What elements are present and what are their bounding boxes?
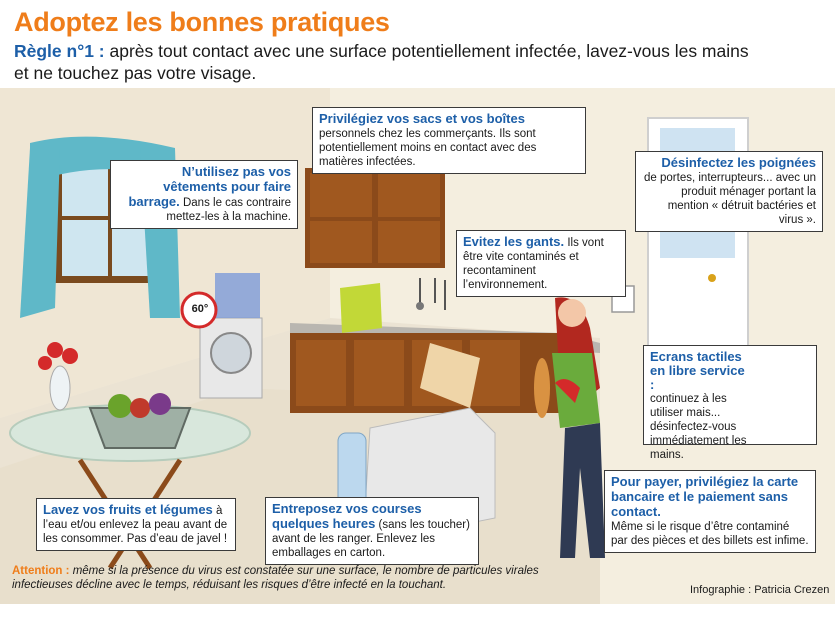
callout-sacs-body: personnels chez les commerçants. Ils sont potentiellement moins en contact avec des matières infectées.: [319, 128, 537, 168]
callout-poignees-body: de portes, interrupteurs... avec un produit ménager portant la mention « détruit bactéries et virus ».: [644, 172, 816, 226]
callout-courses-body: (sans les toucher) avant de les ranger. Enlevez les emballages en carton.: [272, 519, 470, 559]
callout-poignees-title: Désinfectez les poignées: [661, 155, 816, 170]
callout-sacs-title: Privilégiez vos sacs et vos boîtes: [319, 111, 525, 126]
footnote-label: Attention :: [12, 565, 70, 577]
callout-vetements-body: Dans le cas contraire mettez-les à la machine.: [166, 197, 291, 223]
callout-gants-body: Ils vont être vite contaminés et recontaminent l’environnement.: [463, 237, 604, 291]
callout-payer-body: Même si le risque d’être contaminé par des pièces et des billets est infime.: [611, 521, 809, 547]
washing-60-label: [186, 300, 214, 316]
credit: Infographie : Patricia Crezen: [690, 584, 830, 596]
callout-gants: [456, 230, 626, 297]
callout-ecrans: [643, 345, 817, 461]
washing-60-text: 60°: [191, 303, 209, 315]
callout-vetements-title: N’utilisez pas vos vêtements pour faire barrage.: [128, 164, 291, 209]
callout-vetements: [110, 160, 298, 229]
callout-fruits-title: Lavez vos fruits et légumes: [43, 502, 213, 517]
callout-gants-title: Evitez les gants.: [463, 234, 565, 249]
rule-text: après tout contact avec une surface potentiellement infectée, lavez-vous les mains: [109, 41, 749, 61]
callout-fruits-body: à l’eau et/ou enlevez la peau avant de les consommer. Pas d’eau de javel !: [43, 505, 228, 545]
callout-poignees: [635, 151, 823, 232]
callout-sacs: [312, 107, 586, 174]
rule-line: [14, 40, 824, 84]
callout-courses-title: Entreposez vos courses quelques heures: [272, 501, 422, 531]
header: [14, 6, 824, 84]
rule-label: Règle n°1 :: [14, 41, 105, 61]
callout-payer: [604, 470, 816, 553]
footnote-text: même si la présence du virus est constatée sur une surface, le nombre de particules virales infectieuses décline avec le temps, réduisant les risques d’être infecté en la touchant.: [12, 565, 539, 591]
page-title: Adoptez les bonnes pratiques: [14, 7, 390, 37]
rule-text-2: et ne touchez pas votre visage.: [14, 63, 257, 83]
callout-fruits: [36, 498, 236, 551]
callout-payer-title: Pour payer, privilégiez la carte bancaire et le paiement sans contact.: [611, 474, 799, 519]
callout-ecrans-body: continuez à les utiliser mais... désinfectez-vous immédiatement les mains.: [650, 393, 747, 461]
callout-ecrans-title: Ecrans tactiles en libre service :: [650, 349, 745, 392]
footnote: [12, 564, 572, 592]
callout-ecrans-text: [650, 350, 752, 462]
callout-courses: [265, 497, 479, 565]
